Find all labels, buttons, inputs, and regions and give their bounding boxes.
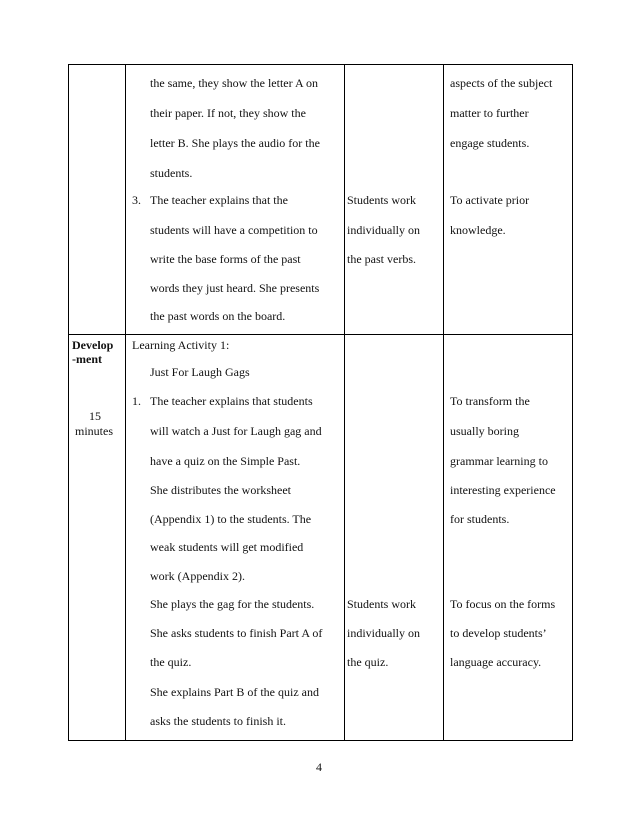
page-number: 4 — [316, 760, 322, 774]
row2-procedure-line: asks the students to finish it. — [150, 714, 286, 728]
row1-procedure-line: words they just heard. She presents — [150, 281, 320, 295]
row2-rationale-line: for students. — [450, 512, 510, 526]
row2-procedure-line: will watch a Just for Laugh gag and — [150, 424, 322, 438]
row2-rationale-line: usually boring — [450, 424, 519, 438]
row2-procedure-line: (Appendix 1) to the students. The — [150, 512, 312, 526]
row2-procedure-line: She distributes the worksheet — [150, 483, 291, 497]
row1-procedure-line: The teacher explains that the — [150, 193, 288, 207]
row2-rationale-line: language accuracy. — [450, 655, 542, 669]
row1-interaction-line: individually on — [347, 223, 420, 237]
row2-interaction-line: Students work — [347, 597, 416, 611]
row1-rationale-line: matter to further — [450, 106, 529, 120]
row2-rationale-line: grammar learning to — [450, 454, 548, 468]
activity-name: Just For Laugh Gags — [150, 365, 250, 379]
row1-interaction-line: Students work — [347, 193, 416, 207]
stage-label: Develop — [72, 338, 114, 352]
time-unit: minutes — [75, 424, 113, 438]
row1-rationale-line: knowledge. — [450, 223, 506, 237]
row2-procedure-line: The teacher explains that students — [150, 394, 313, 408]
row2-procedure-line: have a quiz on the Simple Past. — [150, 454, 301, 468]
row-divider — [69, 334, 572, 335]
row2-interaction-line: the quiz. — [347, 655, 389, 669]
row1-interaction-line: the past verbs. — [347, 252, 416, 266]
row2-rationale-line: To transform the — [450, 394, 530, 408]
row2-procedure-line: She asks students to finish Part A of — [150, 626, 323, 640]
row1-procedure-line: the same, they show the letter A on — [150, 76, 318, 90]
row1-procedure-number: 3. — [132, 193, 141, 207]
column-divider-procedure — [344, 65, 345, 740]
row2-procedure-line: She plays the gag for the students. — [150, 597, 315, 611]
time-value: 15 — [89, 409, 101, 423]
row1-rationale-line: aspects of the subject — [450, 76, 553, 90]
row1-procedure-line: students will have a competition to — [150, 223, 318, 237]
row2-rationale-line: to develop students’ — [450, 626, 547, 640]
row2-procedure-line: She explains Part B of the quiz and — [150, 685, 319, 699]
stage-label: -ment — [72, 352, 102, 366]
row2-procedure-line: the quiz. — [150, 655, 192, 669]
row1-rationale-line: To activate prior — [450, 193, 530, 207]
column-divider-stage — [125, 65, 126, 740]
row2-rationale-line: To focus on the forms — [450, 597, 556, 611]
activity-title: Learning Activity 1: — [132, 338, 230, 352]
row1-procedure-line: the past words on the board. — [150, 309, 286, 323]
row1-procedure-line: students. — [150, 166, 193, 180]
row2-procedure-line: work (Appendix 2). — [150, 569, 245, 583]
row1-procedure-line: write the base forms of the past — [150, 252, 301, 266]
row1-procedure-line: their paper. If not, they show the — [150, 106, 306, 120]
row2-procedure-number: 1. — [132, 394, 141, 408]
column-divider-interaction — [443, 65, 444, 740]
row2-rationale-line: interesting experience — [450, 483, 556, 497]
row1-rationale-line: engage students. — [450, 136, 530, 150]
row2-procedure-line: weak students will get modified — [150, 540, 304, 554]
row2-interaction-line: individually on — [347, 626, 420, 640]
row1-procedure-line: letter B. She plays the audio for the — [150, 136, 320, 150]
